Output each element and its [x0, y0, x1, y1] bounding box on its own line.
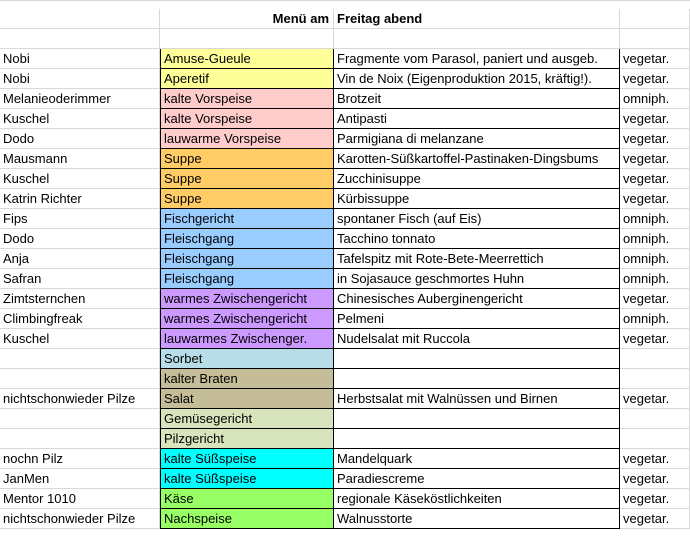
guest-name-cell[interactable]: Melanieoderimmer: [0, 89, 160, 109]
dish-cell[interactable]: in Sojasauce geschmortes Huhn: [334, 269, 620, 289]
guest-name-cell[interactable]: nochn Pilz: [0, 449, 160, 469]
dish-cell[interactable]: [334, 349, 620, 369]
menu-row: [0, 289, 690, 309]
dish-cell[interactable]: Antipasti: [334, 109, 620, 129]
diet-cell[interactable]: omniph.: [620, 209, 690, 229]
course-cell[interactable]: Suppe: [160, 169, 334, 189]
menu-row: [0, 509, 690, 529]
dish-cell[interactable]: Walnusstorte: [334, 509, 620, 529]
guest-name-cell[interactable]: Kuschel: [0, 169, 160, 189]
guest-name-cell[interactable]: [0, 349, 160, 369]
course-cell[interactable]: Salat: [160, 389, 334, 409]
diet-cell[interactable]: omniph.: [620, 249, 690, 269]
menu-row: [0, 489, 690, 509]
diet-cell[interactable]: vegetar.: [620, 149, 690, 169]
course-cell[interactable]: kalte Vorspeise: [160, 89, 334, 109]
guest-name-cell[interactable]: Dodo: [0, 129, 160, 149]
diet-cell[interactable]: vegetar.: [620, 189, 690, 209]
menu-row: [0, 249, 690, 269]
course-cell[interactable]: kalte Vorspeise: [160, 109, 334, 129]
guest-name-cell[interactable]: Katrin Richter: [0, 189, 160, 209]
course-cell[interactable]: Suppe: [160, 189, 334, 209]
course-cell[interactable]: Nachspeise: [160, 509, 334, 529]
dish-cell[interactable]: Parmigiana di melanzane: [334, 129, 620, 149]
menu-row: [0, 169, 690, 189]
course-cell[interactable]: Fleischgang: [160, 249, 334, 269]
menu-row: [0, 269, 690, 289]
menu-row: [0, 389, 690, 409]
guest-name-cell[interactable]: [0, 369, 160, 389]
dish-cell[interactable]: Kürbissuppe: [334, 189, 620, 209]
dish-cell[interactable]: Zucchinisuppe: [334, 169, 620, 189]
diet-cell[interactable]: omniph.: [620, 89, 690, 109]
diet-cell[interactable]: omniph.: [620, 229, 690, 249]
dish-cell[interactable]: Chinesisches Auberginengericht: [334, 289, 620, 309]
menu-row: [0, 229, 690, 249]
dish-cell[interactable]: Karotten-Süßkartoffel-Pastinaken-Dingsbums: [334, 149, 620, 169]
diet-cell[interactable]: omniph.: [620, 309, 690, 329]
diet-cell[interactable]: [620, 409, 690, 429]
course-cell[interactable]: warmes Zwischengericht: [160, 289, 334, 309]
menu-row: [0, 129, 690, 149]
guest-name-cell[interactable]: Nobi: [0, 49, 160, 69]
menu-row: [0, 369, 690, 389]
grid-top-line: [0, 0, 690, 1]
diet-cell[interactable]: vegetar.: [620, 489, 690, 509]
dish-cell[interactable]: Tafelspitz mit Rote-Bete-Meerrettich: [334, 249, 620, 269]
menu-row: [0, 189, 690, 209]
cell-b2[interactable]: [160, 29, 334, 49]
cell-d1[interactable]: [620, 9, 690, 29]
course-cell[interactable]: Aperetif: [160, 69, 334, 89]
diet-cell[interactable]: [620, 349, 690, 369]
guest-name-cell[interactable]: [0, 429, 160, 449]
menu-title-left: Menü am: [272, 11, 329, 26]
course-cell[interactable]: kalte Süßspeise: [160, 449, 334, 469]
menu-row: [0, 149, 690, 169]
guest-name-cell[interactable]: nichtschonwieder Pilze: [0, 389, 160, 409]
dish-cell[interactable]: Nudelsalat mit Ruccola: [334, 329, 620, 349]
guest-name-cell[interactable]: Kuschel: [0, 329, 160, 349]
menu-title-right[interactable]: Freitag abend: [334, 9, 620, 29]
dish-cell[interactable]: Brotzeit: [334, 89, 620, 109]
guest-name-cell[interactable]: [0, 409, 160, 429]
diet-cell[interactable]: vegetar.: [620, 129, 690, 149]
cell-a1[interactable]: [0, 9, 160, 29]
course-cell[interactable]: Fischgericht: [160, 209, 334, 229]
diet-cell[interactable]: vegetar.: [620, 509, 690, 529]
dish-cell[interactable]: [334, 429, 620, 449]
diet-cell[interactable]: vegetar.: [620, 289, 690, 309]
diet-cell[interactable]: [620, 429, 690, 449]
course-cell[interactable]: warmes Zwischengericht: [160, 309, 334, 329]
dish-cell[interactable]: spontaner Fisch (auf Eis): [334, 209, 620, 229]
course-cell[interactable]: kalte Süßspeise: [160, 469, 334, 489]
menu-row: [0, 209, 690, 229]
guest-name-cell[interactable]: Fips: [0, 209, 160, 229]
diet-cell[interactable]: [620, 369, 690, 389]
course-cell[interactable]: Suppe: [160, 149, 334, 169]
course-cell[interactable]: Käse: [160, 489, 334, 509]
diet-cell[interactable]: vegetar.: [620, 389, 690, 409]
guest-name-cell[interactable]: nichtschonwieder Pilze: [0, 509, 160, 529]
diet-cell[interactable]: vegetar.: [620, 469, 690, 489]
guest-name-cell[interactable]: Safran: [0, 269, 160, 289]
course-cell[interactable]: Pilzgericht: [160, 429, 334, 449]
guest-name-cell[interactable]: Mausmann: [0, 149, 160, 169]
course-cell[interactable]: Amuse-Gueule: [160, 49, 334, 69]
course-cell[interactable]: lauwarmes Zwischenger.: [160, 329, 334, 349]
dish-cell[interactable]: Fragmente vom Parasol, paniert und ausgeb.: [334, 49, 620, 69]
guest-name-cell[interactable]: Climbingfreak: [0, 309, 160, 329]
menu-row: [0, 409, 690, 429]
dish-cell[interactable]: Paradiescreme: [334, 469, 620, 489]
empty-row: [0, 29, 690, 49]
guest-name-cell[interactable]: Nobi: [0, 69, 160, 89]
menu-row: [0, 309, 690, 329]
guest-name-cell[interactable]: Dodo: [0, 229, 160, 249]
menu-row: [0, 89, 690, 109]
diet-cell[interactable]: vegetar.: [620, 449, 690, 469]
cell-a2[interactable]: [0, 29, 160, 49]
menu-row: [0, 429, 690, 449]
guest-name-cell[interactable]: Kuschel: [0, 109, 160, 129]
diet-cell[interactable]: vegetar.: [620, 169, 690, 189]
menu-row: [0, 69, 690, 89]
diet-cell[interactable]: vegetar.: [620, 109, 690, 129]
dish-cell[interactable]: Vin de Noix (Eigenproduktion 2015, kräftig!).: [334, 69, 620, 89]
dish-cell[interactable]: [334, 409, 620, 429]
dish-cell[interactable]: Pelmeni: [334, 309, 620, 329]
course-cell[interactable]: kalter Braten: [160, 369, 334, 389]
diet-cell[interactable]: omniph.: [620, 269, 690, 289]
cell-b1[interactable]: [160, 9, 334, 29]
cell-d2[interactable]: [620, 29, 690, 49]
menu-row: [0, 349, 690, 369]
diet-cell[interactable]: vegetar.: [620, 329, 690, 349]
guest-name-cell[interactable]: Anja: [0, 249, 160, 269]
diet-cell[interactable]: vegetar.: [620, 49, 690, 69]
course-cell[interactable]: lauwarme Vorspeise: [160, 129, 334, 149]
title-row: [0, 9, 690, 29]
dish-cell[interactable]: Tacchino tonnato: [334, 229, 620, 249]
dish-cell[interactable]: regionale Käseköstlichkeiten: [334, 489, 620, 509]
course-cell[interactable]: Gemüsegericht: [160, 409, 334, 429]
menu-row: [0, 449, 690, 469]
menu-row: [0, 109, 690, 129]
course-cell[interactable]: Fleischgang: [160, 229, 334, 249]
guest-name-cell[interactable]: JanMen: [0, 469, 160, 489]
guest-name-cell[interactable]: Zimtsternchen: [0, 289, 160, 309]
cell-c2[interactable]: [334, 29, 620, 49]
dish-cell[interactable]: Mandelquark: [334, 449, 620, 469]
dish-cell[interactable]: [334, 369, 620, 389]
menu-row: [0, 469, 690, 489]
dish-cell[interactable]: Herbstsalat mit Walnüssen und Birnen: [334, 389, 620, 409]
menu-row: [0, 49, 690, 69]
course-cell[interactable]: Fleischgang: [160, 269, 334, 289]
menu-row: [0, 329, 690, 349]
course-cell[interactable]: Sorbet: [160, 349, 334, 369]
guest-name-cell[interactable]: Mentor 1010: [0, 489, 160, 509]
diet-cell[interactable]: vegetar.: [620, 69, 690, 89]
